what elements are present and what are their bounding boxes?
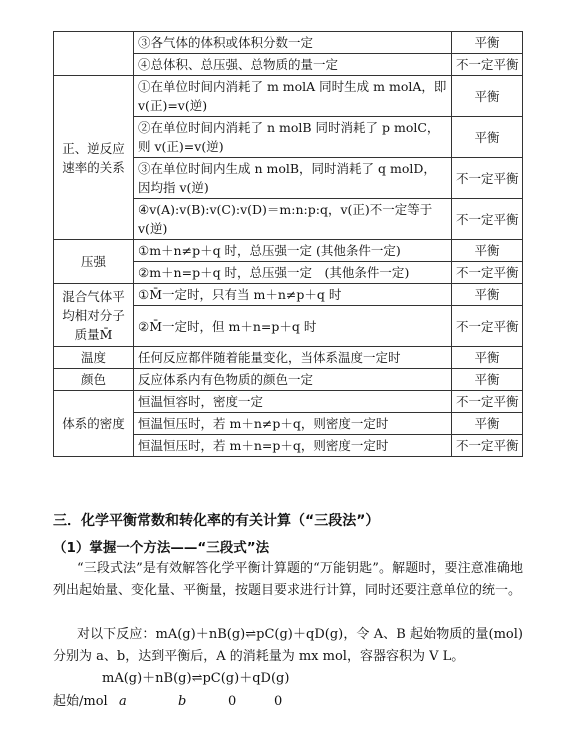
result-cell: 平衡 [452, 369, 523, 391]
value-d: 0 [274, 694, 283, 709]
subsection-title: （1）掌握一个方法——“三段式”法 [53, 540, 270, 556]
condition-cell: 恒温恒容时，密度一定 [134, 391, 452, 413]
reaction-equation: mA(g)＋nB(g)⇌pC(g)＋qD(g) [102, 671, 290, 686]
paragraph: “三段式法”是有效解答化学平衡计算题的“万能钥匙”。解题时，要注意准确地列出起始量、变化量、平衡量，按题目要求进行计算，同时还要注意单位的统一。 [53, 561, 523, 598]
result-cell: 不一定平衡 [452, 435, 523, 457]
category-cell: 压强 [54, 240, 134, 284]
result-cell: 不一定平衡 [452, 306, 523, 347]
condition-cell: 恒温恒压时，若 m＋n≠p＋q，则密度一定时 [134, 413, 452, 435]
value-b: b [178, 694, 187, 709]
result-cell: 不一定平衡 [452, 391, 523, 413]
condition-cell: ②在单位时间内消耗了 n molB 同时消耗了 p molC，则 v(正)=v(逆) [134, 117, 452, 158]
condition-cell: ①M̄一定时，只有当 m＋n≠p＋q 时 [134, 284, 452, 306]
table-row [54, 240, 523, 262]
condition-cell: ③在单位时间内生成 n molB，同时消耗了 q molD，因均指 v(逆) [134, 158, 452, 199]
category-cell: 正、逆反应速率的关系 [54, 76, 134, 240]
result-cell: 不一定平衡 [452, 54, 523, 76]
result-cell: 平衡 [452, 76, 523, 117]
result-cell: 不一定平衡 [452, 262, 523, 284]
category-cell [54, 32, 134, 76]
result-cell: 平衡 [452, 347, 523, 369]
result-cell: 平衡 [452, 32, 523, 54]
condition-cell: ②m＋n=p＋q 时，总压强一定 (其他条件一定) [134, 262, 452, 284]
condition-cell: 恒温恒压时，若 m＋n=p＋q，则密度一定时 [134, 435, 452, 457]
value-a: a [119, 694, 127, 709]
paragraph: 对以下反应：mA(g)＋nB(g)⇌pC(g)＋qD(g)，令 A、B 起始物质的量(mol)分别为 a、b，达到平衡后，A 的消耗量为 mx mol，容器容积为 V L。 [53, 627, 523, 664]
result-cell: 平衡 [452, 413, 523, 435]
condition-cell: ①m＋n≠p＋q 时，总压强一定 (其他条件一定) [134, 240, 452, 262]
table-row [54, 369, 523, 391]
table-row [54, 32, 523, 54]
result-cell: 平衡 [452, 117, 523, 158]
condition-cell: ③各气体的体积或体积分数一定 [134, 32, 452, 54]
result-cell: 平衡 [452, 284, 523, 306]
start-amount-row [53, 690, 304, 709]
result-cell: 不一定平衡 [452, 199, 523, 240]
table-row [54, 347, 523, 369]
result-cell: 平衡 [452, 240, 523, 262]
condition-cell: 反应体系内有色物质的颜色一定 [134, 369, 452, 391]
result-cell: 不一定平衡 [452, 158, 523, 199]
condition-cell: ④v(A):v(B):v(C):v(D)＝m:n:p:q，v(正)不一定等于v(逆) [134, 199, 452, 240]
condition-cell: ②M̄一定时，但 m＋n=p＋q 时 [134, 306, 452, 347]
section-title: 三．化学平衡常数和转化率的有关计算（“三段法”） [53, 513, 380, 529]
category-cell: 混合气体平均相对分子质量M̄ [54, 284, 134, 347]
category-cell: 颜色 [54, 369, 134, 391]
condition-cell: ④总体积、总压强、总物质的量一定 [134, 54, 452, 76]
table-row [54, 391, 523, 413]
condition-cell: ①在单位时间内消耗了 m molA 同时生成 m molA，即 v(正)=v(逆) [134, 76, 452, 117]
condition-cell: 任何反应都伴随着能量变化，当体系温度一定时 [134, 347, 452, 369]
row-label: 起始/mol [53, 694, 108, 709]
table-row [54, 76, 523, 117]
value-c: 0 [228, 694, 237, 709]
category-cell: 体系的密度 [54, 391, 134, 457]
category-cell: 温度 [54, 347, 134, 369]
equilibrium-criteria-table [53, 31, 523, 457]
table-row [54, 284, 523, 306]
